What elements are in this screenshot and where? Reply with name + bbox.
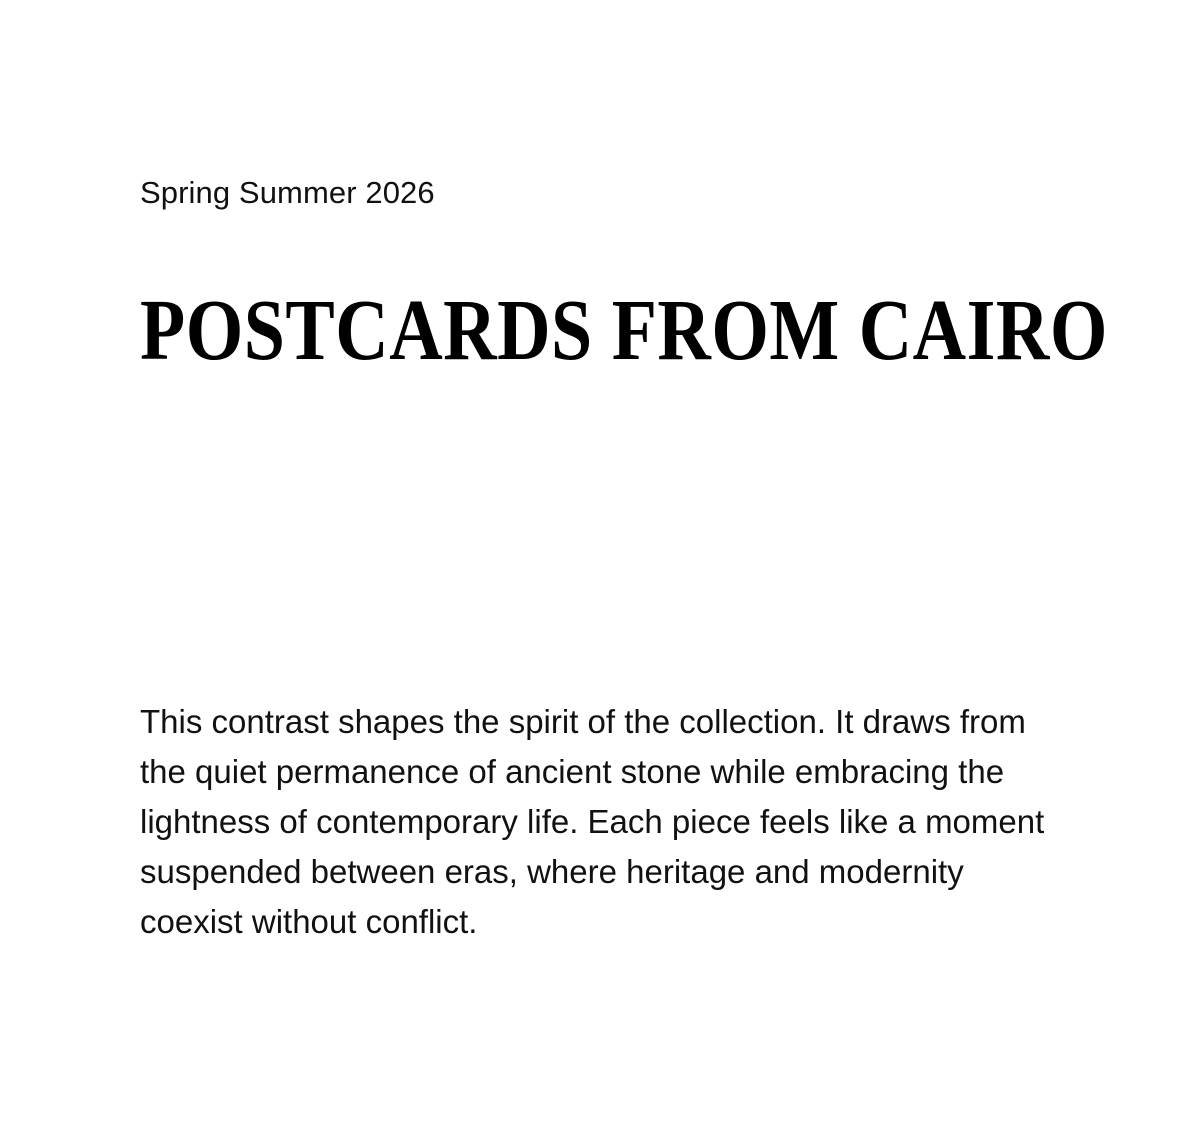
season-label: Spring Summer 2026 <box>140 175 435 210</box>
body-paragraph: This contrast shapes the spirit of the collection. It draws from the quiet permanence of ancient stone while embracing the lightness of contemporary life. Each piece feels like a moment suspended between eras, where heritage and modernity coexist without conflict. <box>140 703 1045 940</box>
page-title: POSTCARDS FROM CAIRO <box>140 282 1108 379</box>
